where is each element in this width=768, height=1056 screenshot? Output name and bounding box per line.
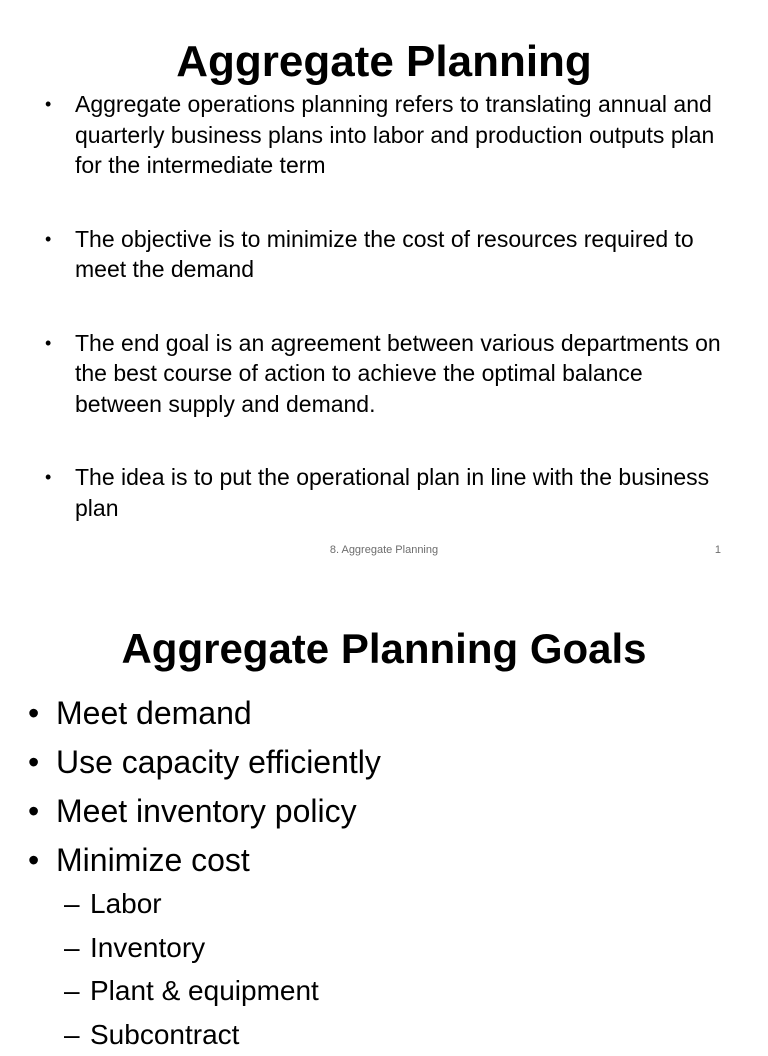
sub-bullet-item: – Subcontract (64, 1013, 319, 1056)
page-number: 1 (715, 543, 721, 557)
slide-footer (0, 543, 768, 557)
sub-bullet-list (64, 882, 319, 1056)
bullet-list (40, 89, 730, 566)
bullet-item: • Meet demand (28, 689, 381, 738)
bullet-item: • Aggregate operations planning refers to translating annual and quarterly business plans into labor and production outputs plan for the intermediate term (40, 89, 730, 181)
bullet-item: • Minimize cost (28, 836, 381, 885)
sub-bullet-item: – Plant & equipment (64, 969, 319, 1013)
bullet-item: • The end goal is an agreement between various departments on the best course of action to achieve the optimal balance between supply and demand. (40, 328, 730, 420)
sub-bullet-item: – Inventory (64, 926, 319, 970)
bullet-item: • The idea is to put the operational plan in line with the business plan (40, 462, 730, 523)
sub-bullet-item: – Labor (64, 882, 319, 926)
slide-2 (0, 576, 768, 1024)
slide-title: Aggregate Planning Goals (0, 624, 768, 674)
footer-text: 8. Aggregate Planning (0, 543, 768, 557)
bullet-item: • The objective is to minimize the cost of resources required to meet the demand (40, 224, 730, 285)
slide-title: Aggregate Planning (0, 38, 768, 86)
bullet-item: • Meet inventory policy (28, 787, 381, 836)
bullet-list (28, 689, 381, 885)
bullet-item: • Use capacity efficiently (28, 738, 381, 787)
